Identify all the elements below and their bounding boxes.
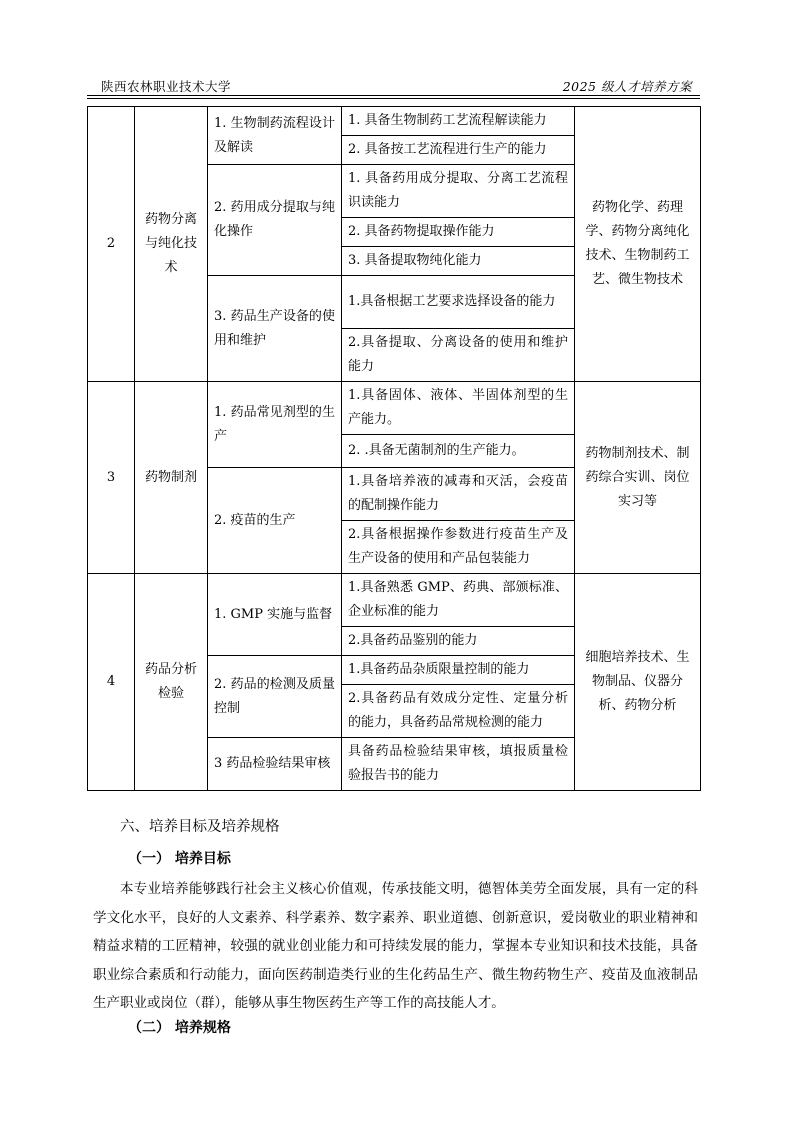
ability-cell: 2.具备药品有效成分定性、定量分析的能力，具备药品常规检测的能力	[342, 685, 575, 738]
table-row	[88, 382, 701, 435]
row-number: 2	[88, 107, 135, 382]
ability-cell: 2. .具备无菌制剂的生产能力。	[342, 435, 575, 468]
task-cell: 2. 疫苗的生产	[208, 468, 342, 574]
table-row	[88, 574, 701, 627]
ability-cell: 1. 具备药用成分提取、分离工艺流程识读能力	[342, 165, 575, 218]
course-cell: 药物化学、药理学、药物分离纯化技术、生物制药工艺、微生物技术	[575, 107, 701, 382]
module-name: 药品分析检验	[135, 574, 208, 791]
task-cell: 3 药品检验结果审核	[208, 738, 342, 791]
ability-cell: 具备药品检验结果审核，填报质量检验报告书的能力	[342, 738, 575, 791]
ability-cell: 1.具备熟悉 GMP、药典、部颁标准、企业标准的能力	[342, 574, 575, 627]
row-number: 3	[88, 382, 135, 574]
ability-cell: 2.具备药品鉴别的能力	[342, 627, 575, 656]
module-name: 药物制剂	[135, 382, 208, 574]
ability-cell: 1.具备培养液的减毒和灭活，会疫苗的配制操作能力	[342, 468, 575, 521]
ability-table	[87, 106, 701, 791]
header-plan-title: 2025 级人才培养方案	[562, 79, 692, 94]
ability-cell: 2. 具备按工艺流程进行生产的能力	[342, 136, 575, 165]
task-cell: 3. 药品生产设备的使用和维护	[208, 276, 342, 382]
ability-cell: 1.具备固体、液体、半固体剂型的生产能力。	[342, 382, 575, 435]
ability-cell: 3. 具备提取物纯化能力	[342, 247, 575, 276]
ability-cell: 1. 具备生物制药工艺流程解读能力	[342, 107, 575, 136]
module-name: 药物分离与纯化技术	[135, 107, 208, 382]
course-cell: 药物制剂技术、制药综合实训、岗位实习等	[575, 382, 701, 574]
table-row	[88, 107, 701, 136]
task-cell: 2. 药品的检测及质量控制	[208, 656, 342, 738]
course-cell: 细胞培养技术、生物制品、仪器分析、药物分析	[575, 574, 701, 791]
subsection-title-spec: （二） 培养规格	[128, 1020, 231, 1036]
ability-cell: 2.具备提取、分离设备的使用和维护能力	[342, 329, 575, 382]
page-header	[87, 76, 700, 96]
task-cell: 1. 药品常见剂型的生产	[208, 382, 342, 468]
ability-cell: 2. 具备药物提取操作能力	[342, 218, 575, 247]
header-rule	[87, 98, 700, 99]
task-cell: 1. 生物制药流程设计及解读	[208, 107, 342, 165]
task-cell: 1. GMP 实施与监督	[208, 574, 342, 656]
ability-cell: 1.具备药品杂质限量控制的能力	[342, 656, 575, 685]
row-number: 4	[88, 574, 135, 791]
goal-paragraph: 本专业培养能够践行社会主义核心价值观，传承技能文明，德智体美劳全面发展，具有一定的科学文化水平，良好的人文素养、科学素养、数字素养、职业道德、创新意识，爱岗敬业的职业精神和精益求精的工匠精神，较强的就业创业能力和可持续发展的能力，掌握本专业知识和技术技能，具备职业综合素质和行动能力，面向医药制造类行业的生化药品生产、微生物药物生产、疫苗及血液制品生产职业或岗位（群），能够从事生物医药生产等工作的高技能人才。	[93, 881, 698, 1011]
subsection-title-goal: （一） 培养目标	[128, 851, 231, 867]
ability-cell: 1.具备根据工艺要求选择设备的能力	[342, 276, 575, 329]
header-school-name: 陕西农林职业技术大学	[101, 79, 232, 94]
task-cell: 2. 药用成分提取与纯化操作	[208, 165, 342, 276]
ability-cell: 2.具备根据操作参数进行疫苗生产及生产设备的使用和产品包装能力	[342, 521, 575, 574]
section-title: 六、培养目标及培养规格	[120, 819, 280, 835]
